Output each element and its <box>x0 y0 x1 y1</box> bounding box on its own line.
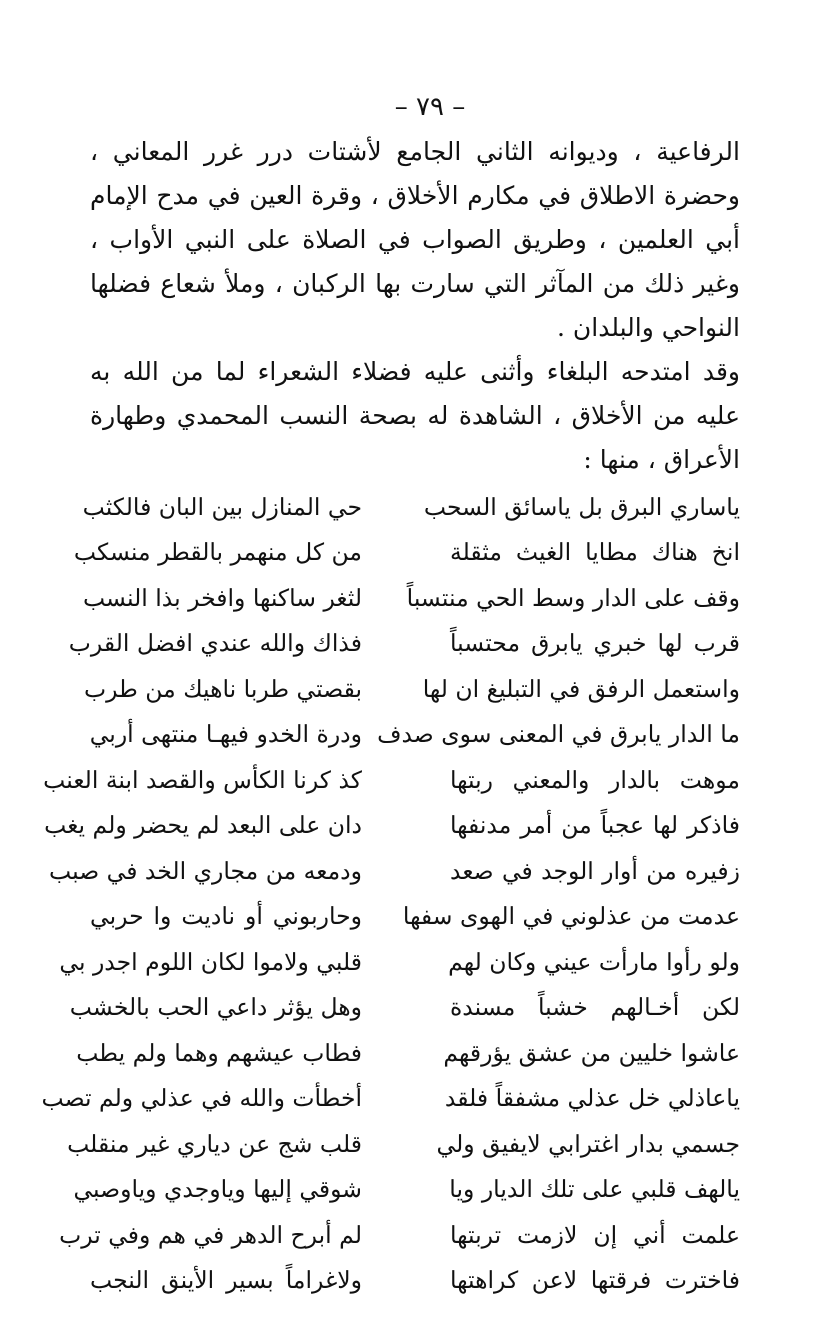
verse-first-hemistich: لكن أخـالهم خشباً مسندة <box>450 993 740 1022</box>
verse-second-hemistich: من كل منهمر بالقطر منسكب <box>73 538 362 567</box>
verse-second-hemistich: ودمعه من مجاري الخد في صبب <box>49 856 362 885</box>
poem-verse <box>82 484 740 530</box>
verse-first-hemistich: ما الدار يابرق في المعنى سوى صدف <box>377 720 740 749</box>
poem-verse <box>59 1212 740 1258</box>
verse-second-hemistich: قلب شج عن دياري غير منقلب <box>67 1129 362 1158</box>
verse-first-hemistich: زفيره من أوار الوجد في صعد <box>450 856 740 885</box>
verse-second-hemistich: شوقي إليها وياوجدي وياوصبي <box>73 1175 362 1204</box>
verse-first-hemistich: انخ هناك مطايا الغيث مثقلة <box>450 538 740 567</box>
prose-section <box>90 130 740 482</box>
verse-first-hemistich: قرب لها خبري يابرق محتسباً <box>450 629 740 658</box>
poem-verse <box>73 1167 740 1213</box>
verse-first-hemistich: عدمت من عذلوني في الهوى سفها <box>402 902 740 931</box>
page-number: – ٧٩ – <box>394 92 466 122</box>
verse-first-hemistich: جسمي بدار اغترابي لايفيق ولي <box>436 1129 740 1158</box>
verse-second-hemistich: وهل يؤثر داعي الحب بالخشب <box>69 993 362 1022</box>
verse-second-hemistich: ودرة الخدو فيهـا منتهى أربي <box>89 720 362 749</box>
poem-verse <box>90 1258 740 1304</box>
poem-verse <box>90 894 740 940</box>
poem-verse <box>73 530 740 576</box>
poem-verse <box>43 757 740 803</box>
verse-second-hemistich: لثغر ساكنها وافخر بذا النسب <box>82 583 362 612</box>
verse-second-hemistich: فطاب عيشهم وهما ولم يطب <box>76 1038 362 1067</box>
verse-first-hemistich: يالهف قلبي على تلك الديار ويا <box>449 1175 740 1204</box>
verse-second-hemistich: دان على البعد لم يحضر ولم يغب <box>44 811 362 840</box>
verse-first-hemistich: واستعمل الرفق في التبليغ ان لها <box>422 674 740 703</box>
poem-verse <box>44 803 740 849</box>
verse-first-hemistich: ولو رأوا مارأت عيني وكان لهم <box>448 947 740 976</box>
verse-second-hemistich: ولاغراماً بسير الأينق النجب <box>90 1266 362 1295</box>
verse-first-hemistich: موهت بالدار والمعني ربتها <box>450 765 740 794</box>
poem-verse <box>76 1030 740 1076</box>
verse-first-hemistich: وقف على الدار وسط الحي منتسباً <box>406 583 740 612</box>
paragraph: الرفاعية ، وديوانه الثاني الجامع لأشتات درر غرر المعاني ، وحضرة الاطلاق في مكارم الأخلاق ، وقرة العين في مدح الإمام أبي العلمين ، وطريق الصواب في الصلاة على النبي الأواب ، وغير ذلك من المآثر التي سارت بها الركبان ، وملأ شعاع فضلها النواحي والبلدان . <box>90 137 740 342</box>
poem-verse <box>90 712 740 758</box>
verse-second-hemistich: كذ كرنا الكأس والقصد ابنة العنب <box>43 765 362 794</box>
poem-verse <box>67 1121 740 1167</box>
poem-verse <box>59 939 740 985</box>
verse-first-hemistich: فاخترت فرقتها لاعن كراهتها <box>450 1266 740 1295</box>
poem <box>41 484 740 1303</box>
poem-verse <box>84 666 740 712</box>
verse-first-hemistich: علمت أني إن لازمت تربتها <box>450 1220 740 1249</box>
poem-verse <box>68 621 740 667</box>
poem-verse <box>41 1076 740 1122</box>
poem-verse <box>82 575 740 621</box>
verse-second-hemistich: بقصتي طربا ناهيك من طرب <box>84 674 362 703</box>
verse-first-hemistich: عاشوا خليين من عشق يؤرقهم <box>443 1038 740 1067</box>
verse-first-hemistich: ياساري البرق بل ياسائق السحب <box>423 492 740 521</box>
verse-second-hemistich: قلبي ولاموا لكان اللوم اجدر بي <box>59 947 362 976</box>
verse-second-hemistich: فذاك والله عندي افضل القرب <box>68 629 362 658</box>
book-page <box>41 92 740 1319</box>
poem-verse <box>69 985 740 1031</box>
verse-first-hemistich: فاذكر لها عجباً من أمر مدنفها <box>450 811 740 840</box>
verse-second-hemistich: لم أبرح الدهر في هم وفي ترب <box>59 1220 362 1249</box>
poem-verse <box>49 848 740 894</box>
paragraph: وقد امتدحه البلغاء وأثنى عليه فضلاء الشعراء لما من الله به عليه من الأخلاق ، الشاهدة له بصحة النسب المحمدي وطهارة الأعراق ، منها : <box>90 357 740 474</box>
verse-second-hemistich: حي المنازل بين البان فالكثب <box>82 492 362 521</box>
verse-first-hemistich: ياعاذلي خل عذلي مشفقاً فلقد <box>444 1084 740 1113</box>
verse-second-hemistich: أخطأت والله في عذلي ولم تصب <box>41 1084 362 1113</box>
verse-second-hemistich: وحاربوني أو ناديت وا حربي <box>90 902 362 931</box>
